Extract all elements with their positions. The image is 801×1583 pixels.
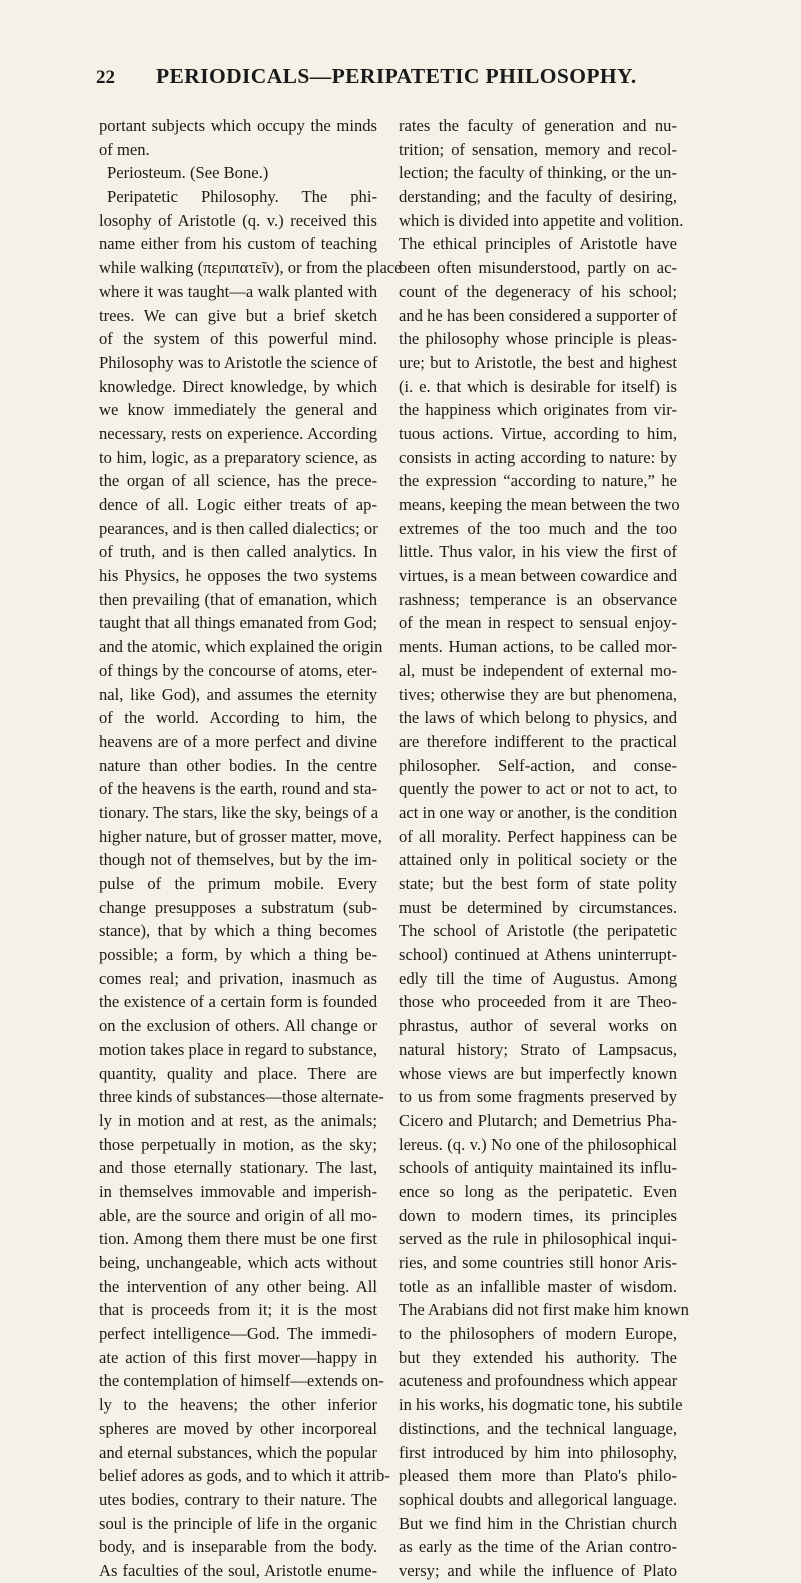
text-line: on the exclusion of others. All change or [99, 1016, 377, 1036]
text-line: that is proceeds from it; it is the most [99, 1300, 377, 1320]
text-line: we know immediately the general and [99, 400, 377, 420]
text-line: pleased them more than Plato's philo- [399, 1466, 677, 1486]
text-line: distinctions, and the technical language, [399, 1418, 677, 1438]
text-line: tionary. The stars, like the sky, beings of a [99, 802, 379, 822]
text-line: pulse of the primum mobile. Every [99, 874, 377, 893]
text-line: pearances, and is then called dialectics; or [99, 518, 378, 538]
text-line: means, keeping the mean between the two [399, 495, 680, 514]
text-line: derstanding; and the faculty of desiring, [399, 187, 677, 207]
text-line: quantity, quality and place. There are [99, 1063, 377, 1083]
text-line: dence of all. Logic either treats of ap- [99, 495, 377, 514]
text-line: school) continued at Athens uninterrupt- [399, 945, 677, 965]
text-line: knowledge. Direct knowledge, by which [99, 376, 377, 396]
text-line: utes bodies, contrary to their nature. The [99, 1489, 377, 1509]
text-line: down to modern times, its principles [399, 1205, 677, 1225]
text-line: The ethical principles of Aristotle have [399, 234, 677, 254]
text-line: are therefore indifferent to the practical [399, 731, 677, 751]
text-line: of things by the concourse of atoms, eter- [99, 660, 377, 680]
text-line: those perpetually in motion, as the sky; [99, 1134, 377, 1154]
text-line: attained only in political society or the [399, 850, 677, 870]
page-header [96, 64, 706, 89]
text-line: spheres are moved by other incorporeal [99, 1418, 377, 1438]
text-line: where it was taught—a walk planted with [99, 281, 377, 301]
text-line: belief adores as gods, and to which it attrib- [99, 1466, 390, 1486]
text-line: to the philosophers of modern Europe, [399, 1324, 677, 1344]
text-line: rates the faculty of generation and nu- [399, 116, 677, 135]
text-line: three kinds of substances—those alternate- [99, 1087, 384, 1107]
text-line: and the atomic, which explained the origin [99, 637, 383, 657]
text-line: and eternal substances, which the popular [99, 1442, 377, 1462]
text-line: ries, and some countries still honor Aris- [399, 1253, 677, 1272]
text-line: acuteness and profoundness which appear [399, 1371, 678, 1391]
text-line: trition; of sensation, memory and recol- [399, 139, 677, 159]
text-line: possible; a form, by which a thing be- [99, 945, 377, 965]
text-line: name either from his custom of teaching [99, 234, 377, 254]
text-line: count of the degeneracy of his school; [399, 281, 677, 301]
text-line: But we find him in the Christian church [399, 1513, 677, 1533]
text-line: philosopher. Self-action, and conse- [399, 755, 677, 775]
text-line: The school of Aristotle (the peripatetic [399, 921, 677, 941]
text-line: of the heavens is the earth, round and sta- [99, 779, 377, 799]
text-line: served as the rule in philosophical inqui- [399, 1229, 677, 1249]
text-line: consists in acting according to nature: by [399, 447, 677, 467]
text-line: stance), that by which a thing becomes [99, 921, 377, 941]
text-line: being, unchangeable, which acts without [99, 1253, 377, 1272]
text-line: while walking (περιπατεῖν), or from the place [99, 258, 402, 278]
text-line: those who proceeded from it are Theo- [399, 992, 677, 1012]
text-line: trees. We can give but a brief sketch [99, 305, 377, 325]
text-line: to us from some fragments preserved by [399, 1087, 677, 1107]
text-line: lection; the faculty of thinking, or the un- [399, 163, 677, 183]
text-line: of men. [99, 139, 150, 159]
text-line: been often misunderstood, partly on ac- [399, 258, 677, 278]
text-line: of the world. According to him, the [99, 708, 377, 728]
text-line: in themselves immovable and imperish- [99, 1181, 377, 1201]
text-line: and those eternally stationary. The last, [99, 1158, 377, 1178]
text-line: virtues, is a mean between cowardice and [399, 566, 677, 586]
text-line: higher nature, but of grosser matter, move, [99, 826, 382, 846]
text-line: tives; otherwise they are but phenomena, [399, 684, 677, 704]
text-line: (i. e. that which is desirable for itself) is [399, 376, 677, 396]
text-line: natural history; Strato of Lampsacus, [399, 1039, 677, 1059]
text-line: tuous actions. Virtue, according to him, [399, 423, 677, 443]
text-line: the expression “according to nature,” he [399, 471, 677, 491]
text-line: perfect intelligence—God. The immedi- [99, 1324, 377, 1344]
text-line: rashness; temperance is an observance [399, 589, 677, 609]
left-text-column [99, 114, 402, 1583]
text-line: nature than other bodies. In the centre [99, 755, 377, 775]
text-line: the intervention of any other being. All [99, 1276, 377, 1296]
text-line: which is divided into appetite and volition. [399, 210, 684, 230]
text-line: the laws of which belong to physics, and [399, 708, 677, 728]
text-line: of the mean in respect to sensual enjoy- [399, 613, 677, 633]
text-line: the existence of a certain form is founded [99, 992, 377, 1012]
text-line: phrastus, author of several works on [399, 1016, 677, 1036]
text-line: and he has been considered a supporter of [399, 305, 677, 325]
text-line: in his works, his dogmatic tone, his subtile [399, 1395, 683, 1415]
text-line: able, are the source and origin of all mo- [99, 1205, 377, 1225]
text-line: losophy of Aristotle (q. v.) received this [99, 210, 377, 230]
text-line: the happiness which originates from vir- [399, 400, 677, 420]
text-line: must be determined by circumstances. [399, 897, 677, 917]
text-line: The Arabians did not first make him known [399, 1300, 689, 1320]
text-line: necessary, rests on experience. According [99, 423, 377, 443]
text-line: extremes of the too much and the too [399, 518, 677, 538]
page-number: 22 [96, 67, 115, 88]
text-line: motion takes place in regard to substance, [99, 1039, 377, 1059]
text-line: edly till the time of Augustus. Among [399, 968, 677, 988]
text-line: as early as the time of the Arian contro- [399, 1537, 677, 1557]
text-line: quently the power to act or not to act, to [399, 779, 677, 799]
running-title: PERIODICALS—PERIPATETIC PHILOSOPHY. [156, 64, 637, 88]
text-line: then prevailing (that of emanation, which [99, 589, 377, 609]
text-line: ments. Human actions, to be called mor- [399, 637, 677, 657]
text-line: though not of themselves, but by the im- [99, 850, 377, 870]
text-line: portant subjects which occupy the minds [99, 116, 377, 135]
text-line: tion. Among them there must be one first [99, 1229, 377, 1249]
text-line: comes real; and privation, inasmuch as [99, 968, 377, 988]
text-line: state; but the best form of state polity [399, 874, 677, 893]
text-line: heavens are of a more perfect and divine [99, 731, 377, 751]
text-line: schools of antiquity maintained its influ- [399, 1158, 677, 1178]
text-line: the philosophy whose principle is pleas- [399, 329, 677, 349]
text-line: nal, like God), and assumes the eternity [99, 684, 377, 704]
text-line: the contemplation of himself—extends on- [99, 1371, 384, 1391]
text-line: to him, logic, as a preparatory science, as [99, 447, 377, 467]
text-line: versy; and while the influence of Plato [399, 1560, 677, 1580]
text-line: of all morality. Perfect happiness can be [399, 826, 677, 846]
text-line: of the system of this powerful mind. [99, 329, 377, 349]
text-line: Periosteum. (See Bone.) [107, 163, 269, 183]
text-line: little. Thus valor, in his view the first of [399, 542, 677, 562]
text-line: Philosophy was to Aristotle the science of [99, 352, 378, 372]
text-line: whose views are but imperfectly known [399, 1063, 677, 1083]
text-line: Peripatetic Philosophy. The phi- [107, 187, 377, 207]
text-line: ly to the heavens; the other inferior [99, 1395, 377, 1415]
text-line: first introduced by him into philosophy, [399, 1442, 677, 1462]
text-line: Cicero and Plutarch; and Demetrius Pha- [399, 1110, 677, 1130]
text-line: change presupposes a substratum (sub- [99, 897, 377, 917]
text-line: of truth, and is then called analytics. In [99, 542, 377, 562]
text-line: taught that all things emanated from God; [99, 613, 377, 633]
text-line: act in one way or another, is the condition [399, 802, 678, 822]
text-line: ate action of this first mover—happy in [99, 1347, 377, 1367]
text-line: al, must be independent of external mo- [399, 660, 677, 680]
text-line: ure; but to Aristotle, the best and highest [399, 352, 677, 372]
text-line: his Physics, he opposes the two systems [99, 566, 377, 586]
text-line: but they extended his authority. The [399, 1347, 677, 1367]
text-line: totle as an infallible master of wisdom. [399, 1276, 677, 1296]
text-line: As faculties of the soul, Aristotle enume- [99, 1560, 377, 1580]
text-line: body, and is inseparable from the body. [99, 1537, 377, 1557]
text-line: lereus. (q. v.) No one of the philosophical [399, 1134, 677, 1154]
text-line: soul is the principle of life in the organic [99, 1513, 377, 1533]
text-line: sophical doubts and allegorical language. [399, 1489, 677, 1509]
right-text-column [399, 114, 689, 1583]
text-line: ence so long as the peripatetic. Even [399, 1181, 677, 1201]
text-line: ly in motion and at rest, as the animals; [99, 1110, 377, 1130]
text-line: the organ of all science, has the prece- [99, 471, 377, 491]
